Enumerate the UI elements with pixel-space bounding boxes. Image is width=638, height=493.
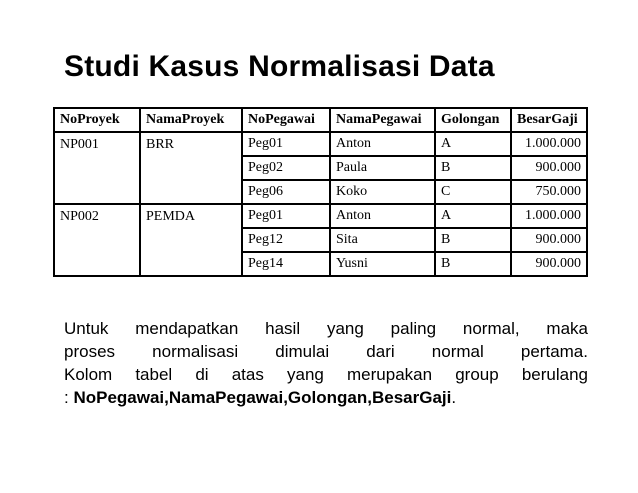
table-cell	[140, 252, 242, 276]
table-cell: 900.000	[511, 156, 587, 180]
table-cell: B	[435, 252, 511, 276]
table-cell: Koko	[330, 180, 435, 204]
table-cell: Anton	[330, 204, 435, 228]
table-row	[54, 180, 587, 204]
body-paragraph	[64, 317, 588, 409]
paragraph-line: Kolom tabel di atas yang merupakan group berulang	[64, 365, 588, 384]
table-row	[54, 204, 587, 228]
table-cell: 1.000.000	[511, 204, 587, 228]
table-cell	[54, 228, 140, 252]
table-cell: Peg14	[242, 252, 330, 276]
table-cell	[54, 156, 140, 180]
table-cell: Peg06	[242, 180, 330, 204]
table-cell	[54, 180, 140, 204]
table-cell	[54, 252, 140, 276]
paragraph-line	[64, 386, 588, 409]
table-cell: Anton	[330, 132, 435, 156]
table-cell: Peg01	[242, 204, 330, 228]
paragraph-prefix: :	[64, 388, 74, 407]
table-cell: 900.000	[511, 252, 587, 276]
table-cell: A	[435, 204, 511, 228]
table-cell: NP002	[54, 204, 140, 228]
table-cell: Sita	[330, 228, 435, 252]
table-cell: NP001	[54, 132, 140, 156]
table-cell: B	[435, 156, 511, 180]
table-header-row	[54, 108, 587, 132]
data-table	[53, 107, 586, 277]
column-header-golongan: Golongan	[435, 108, 511, 132]
table-cell: 900.000	[511, 228, 587, 252]
table-row	[54, 228, 587, 252]
column-header-namapegawai: NamaPegawai	[330, 108, 435, 132]
table-row	[54, 252, 587, 276]
column-header-namaproyek: NamaProyek	[140, 108, 242, 132]
paragraph-line: proses normalisasi dimulai dari normal pertama.	[64, 342, 588, 361]
table-cell: A	[435, 132, 511, 156]
repeating-group-columns: NoPegawai,NamaPegawai,Golongan,BesarGaji	[73, 388, 452, 407]
table-cell: C	[435, 180, 511, 204]
table-cell	[140, 180, 242, 204]
table-cell: 1.000.000	[511, 132, 587, 156]
table-cell: BRR	[140, 132, 242, 156]
paragraph-line: Untuk mendapatkan hasil yang paling normal, maka	[64, 319, 588, 338]
table-row	[54, 156, 587, 180]
table-cell: Peg02	[242, 156, 330, 180]
table-cell: Yusni	[330, 252, 435, 276]
table-cell: B	[435, 228, 511, 252]
table-cell	[140, 228, 242, 252]
table-cell: Peg01	[242, 132, 330, 156]
table-cell	[140, 156, 242, 180]
table-cell: Paula	[330, 156, 435, 180]
normalization-table	[53, 107, 588, 277]
table-row	[54, 132, 587, 156]
column-header-nopegawai: NoPegawai	[242, 108, 330, 132]
column-header-noproyek: NoProyek	[54, 108, 140, 132]
table-cell: 750.000	[511, 180, 587, 204]
slide-title: Studi Kasus Normalisasi Data	[64, 50, 495, 83]
column-header-besargaji: BesarGaji	[511, 108, 587, 132]
table-cell: Peg12	[242, 228, 330, 252]
paragraph-suffix: .	[451, 388, 457, 407]
table-cell: PEMDA	[140, 204, 242, 228]
